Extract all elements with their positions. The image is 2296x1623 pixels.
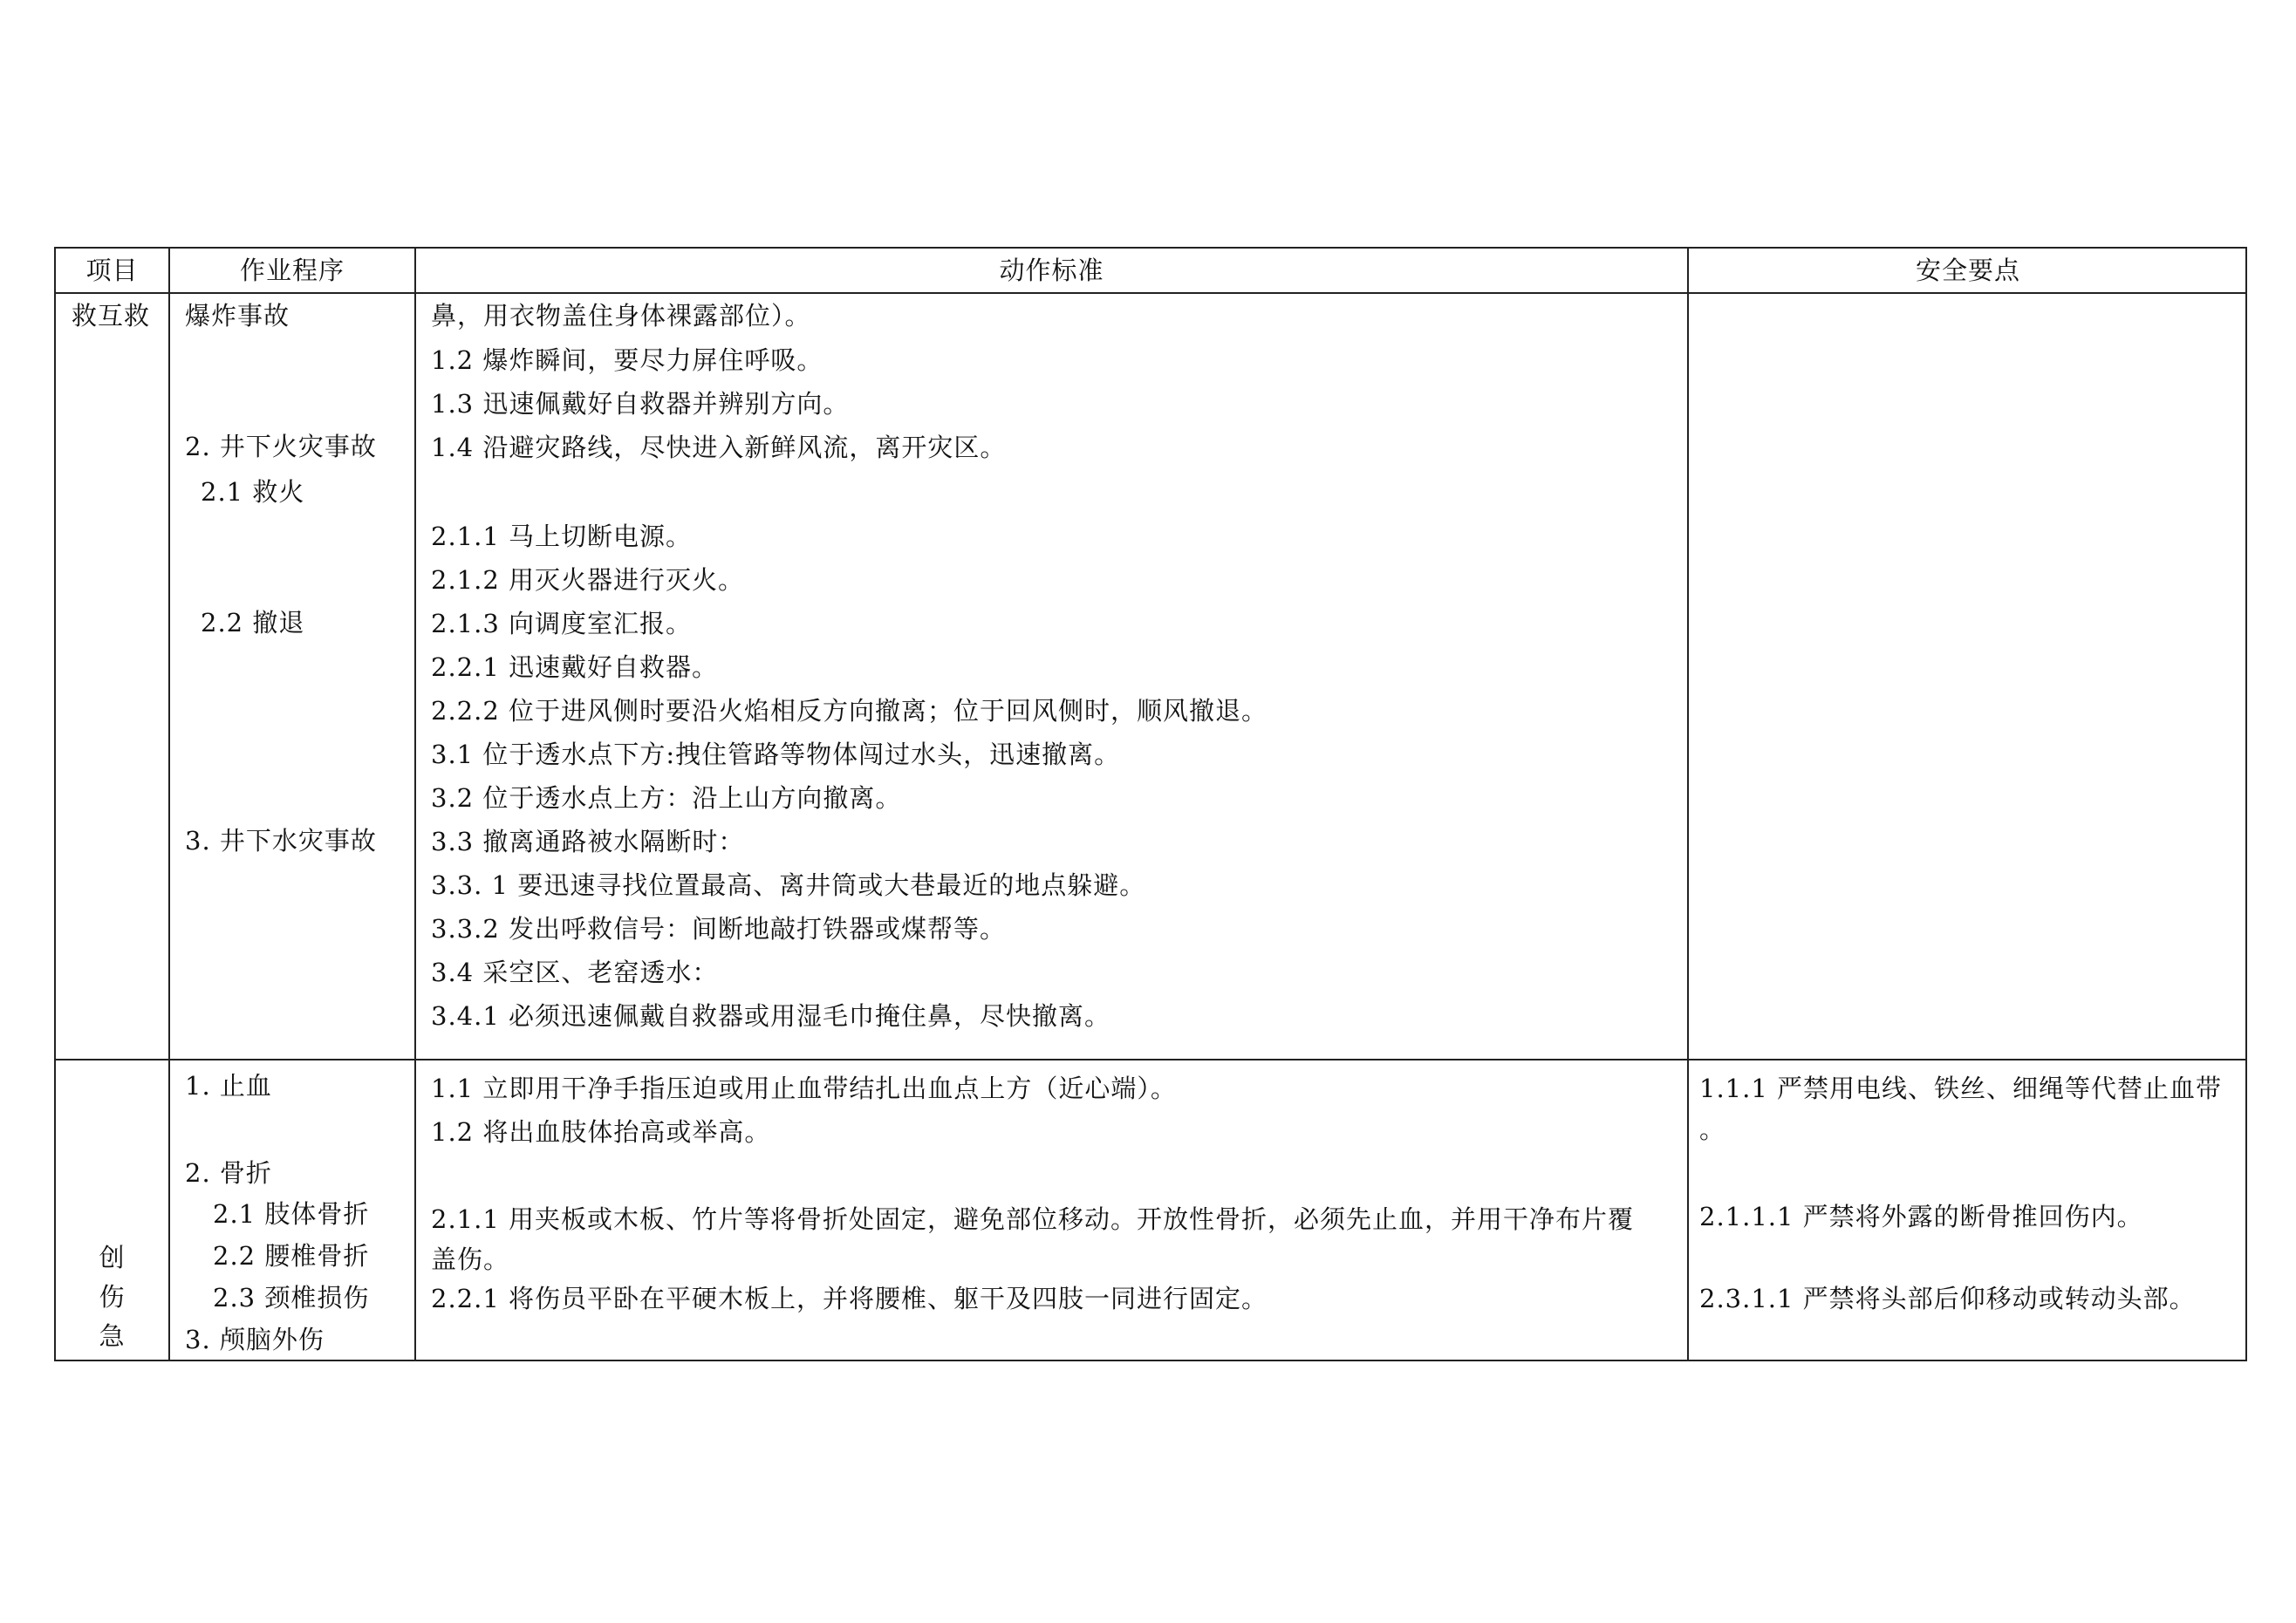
section2-item-char: 急 <box>99 1321 125 1351</box>
standard-line: 3.3.2 发出呼救信号：间断地敲打铁器或煤帮等。 <box>431 914 1007 944</box>
standard-line: 2.1.1 马上切断电源。 <box>431 522 693 551</box>
standard-line: 1.1 立即用干净手指压迫或用止血带结扎出血点上方（近心端）。 <box>431 1074 1177 1103</box>
standard-line: 3.3. 1 要迅速寻找位置最高、离井筒或大巷最近的地点躲避。 <box>431 870 1146 900</box>
section2-item-char: 创 <box>99 1243 125 1272</box>
standard-line: 2.1.2 用灭火器进行灭火。 <box>431 565 745 595</box>
procedure-limb-fracture: 2.1 肢体骨折 <box>213 1199 370 1229</box>
standard-line: 2.2.1 迅速戴好自救器。 <box>431 652 719 682</box>
standard-line: 2.1.1 用夹板或木板、竹片等将骨折处固定，避免部位移动。开放性骨折，必须先止血，并用干净布片覆 <box>431 1204 1635 1234</box>
col-divider-3 <box>1687 249 1689 1360</box>
standard-line: 3.3 撤离通路被水隔断时： <box>431 827 745 856</box>
header-divider <box>56 292 2245 294</box>
safety-line: 2.1.1.1 严禁将外露的断骨推回伤内。 <box>1699 1202 2143 1231</box>
procedure-lumbar-fracture: 2.2 腰椎骨折 <box>213 1241 370 1271</box>
procedure-fracture: 2. 骨折 <box>185 1158 272 1188</box>
procedure-head-injury: 3. 颅脑外伤 <box>185 1325 325 1354</box>
section2-item-char: 伤 <box>99 1282 125 1312</box>
standard-line: 3.4.1 必须迅速佩戴自救器或用湿毛巾掩住鼻，尽快撤离。 <box>431 1001 1111 1031</box>
standard-line: 2.2.1 将伤员平卧在平硬木板上，并将腰椎、躯干及四肢一同进行固定。 <box>431 1284 1268 1313</box>
col-divider-2 <box>414 249 416 1360</box>
procedure-flood: 3. 井下水灾事故 <box>185 826 377 856</box>
procedure-cervical-injury: 2.3 颈椎损伤 <box>213 1283 370 1313</box>
standard-line: 2.2.2 位于进风侧时要沿火焰相反方向撤离；位于回风侧时，顺风撤退。 <box>431 696 1268 726</box>
section-divider <box>56 1059 2245 1060</box>
standard-line: 1.4 沿避灾路线，尽快进入新鲜风流，离开灾区。 <box>431 433 1007 462</box>
header-procedure: 作业程序 <box>239 256 345 285</box>
header-standard: 动作标准 <box>999 256 1104 285</box>
procedure-fire-retreat: 2.2 撤退 <box>201 608 305 638</box>
header-item: 项目 <box>85 256 139 285</box>
standard-line: 3.1 位于透水点下方:拽住管路等物体闯过水头，迅速撤离。 <box>431 740 1121 769</box>
standard-line: 2.1.3 向调度室汇报。 <box>431 609 693 638</box>
procedure-fire-extinguish: 2.1 救火 <box>201 477 305 507</box>
col-divider-1 <box>168 249 170 1360</box>
standard-line: 1.2 爆炸瞬间，要尽力屏住呼吸。 <box>431 345 823 375</box>
safety-line: 。 <box>1699 1115 1726 1144</box>
standard-line: 鼻，用衣物盖住身体裸露部位）。 <box>431 301 811 331</box>
safety-line: 2.3.1.1 严禁将头部后仰移动或转动头部。 <box>1699 1284 2196 1313</box>
standard-line: 1.3 迅速佩戴好自救器并辨别方向。 <box>431 389 850 419</box>
standard-line: 3.4 采空区、老窑透水： <box>431 958 719 987</box>
procedure-table <box>54 247 2247 1361</box>
procedure-bleeding: 1. 止血 <box>185 1071 272 1101</box>
procedure-fire: 2. 井下火灾事故 <box>185 432 377 461</box>
procedure-explosion: 爆炸事故 <box>185 301 290 331</box>
header-safety: 安全要点 <box>1915 256 2020 285</box>
safety-line: 1.1.1 严禁用电线、铁丝、细绳等代替止血带 <box>1699 1074 2223 1103</box>
standard-line: 1.2 将出血肢体抬高或举高。 <box>431 1117 771 1147</box>
standard-line: 3.2 位于透水点上方：沿上山方向撤离。 <box>431 783 902 813</box>
section1-item: 救互救 <box>72 301 151 331</box>
standard-line: 盖伤。 <box>431 1245 510 1274</box>
